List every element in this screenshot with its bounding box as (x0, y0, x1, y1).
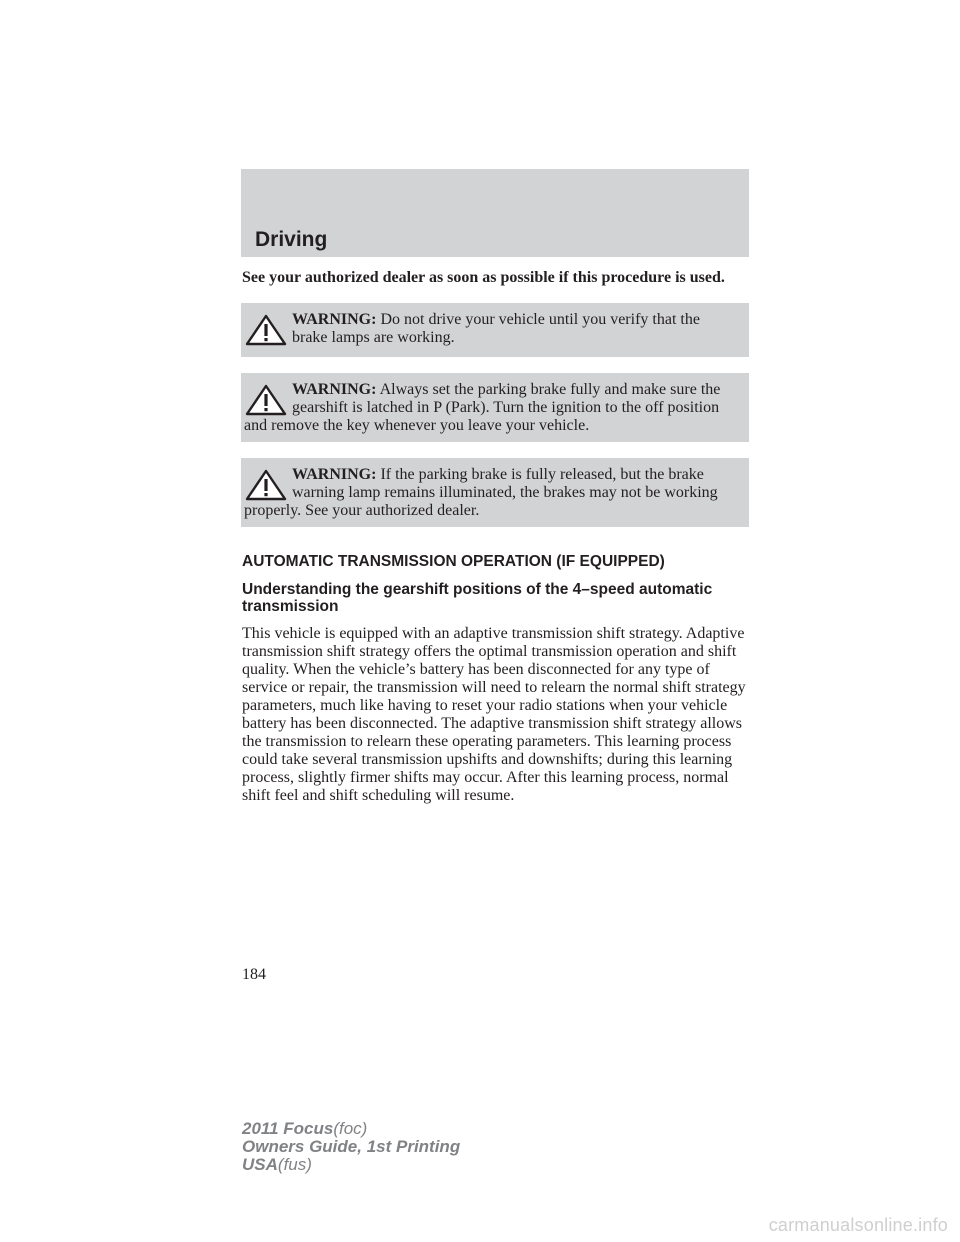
footer-region-code: (fus) (277, 1155, 312, 1174)
warning-text: If the parking brake is fully released, but the brake warning lamp remains illuminated, the brakes may not be working properly. See your authorized dealer. (244, 466, 718, 519)
warning-text: Do not drive your vehicle until you verify that the brake lamps are working. (292, 311, 700, 346)
page-content (242, 269, 750, 805)
warning-text: Always set the parking brake fully and make sure the gearshift is latched in P (Park). Turn the ignition to the off position and remove the key whenever you leave your vehicle. (244, 381, 721, 434)
warning-box-2 (241, 373, 749, 442)
warning-label: WARNING: (292, 381, 377, 398)
footer-line-model (242, 1120, 460, 1138)
intro-paragraph: See your authorized dealer as soon as possible if this procedure is used. (242, 269, 725, 286)
footer-model: 2011 Focus (242, 1119, 334, 1138)
footer-model-code: (foc) (333, 1119, 368, 1138)
warning-triangle-icon (244, 468, 288, 502)
footer-region: USA (242, 1155, 278, 1174)
page-number: 184 (242, 966, 266, 983)
warning-triangle-icon (244, 313, 288, 347)
body-paragraph: This vehicle is equipped with an adaptive transmission shift strategy. Adaptive transmission shift strategy offers the optimal transmission operation and shift quality. When the vehicle’s battery has been disconnected for any type of service or repair, the transmission will need to relearn the normal shift strategy parameters, much like having to reset your radio stations when your vehicle battery has been disconnected. The adaptive transmission shift strategy allows the transmission to relearn these operating parameters. This learning process could take several transmission upshifts and downshifts; during this learning process, slightly firmer shifts may occur. After this learning process, normal shift feel and shift scheduling will resume. (242, 625, 746, 804)
section-heading: AUTOMATIC TRANSMISSION OPERATION (IF EQUIPPED) (242, 553, 665, 570)
warning-triangle-icon (244, 383, 288, 417)
footer-guide: Owners Guide, 1st Printing (242, 1137, 461, 1156)
warning-label: WARNING: (292, 466, 377, 483)
section-header-band (241, 169, 749, 257)
warning-box-3 (241, 458, 749, 527)
document-footer (242, 1120, 460, 1174)
watermark: carmanualsonline.info (768, 1215, 948, 1235)
footer-line-region (242, 1156, 460, 1174)
warning-box-1 (241, 303, 749, 357)
footer-line-guide (242, 1138, 460, 1156)
section-title: Driving (255, 228, 328, 251)
subsection-heading: Understanding the gearshift positions of the 4–speed automatic transmission (242, 581, 713, 615)
warning-label: WARNING: (292, 311, 377, 328)
